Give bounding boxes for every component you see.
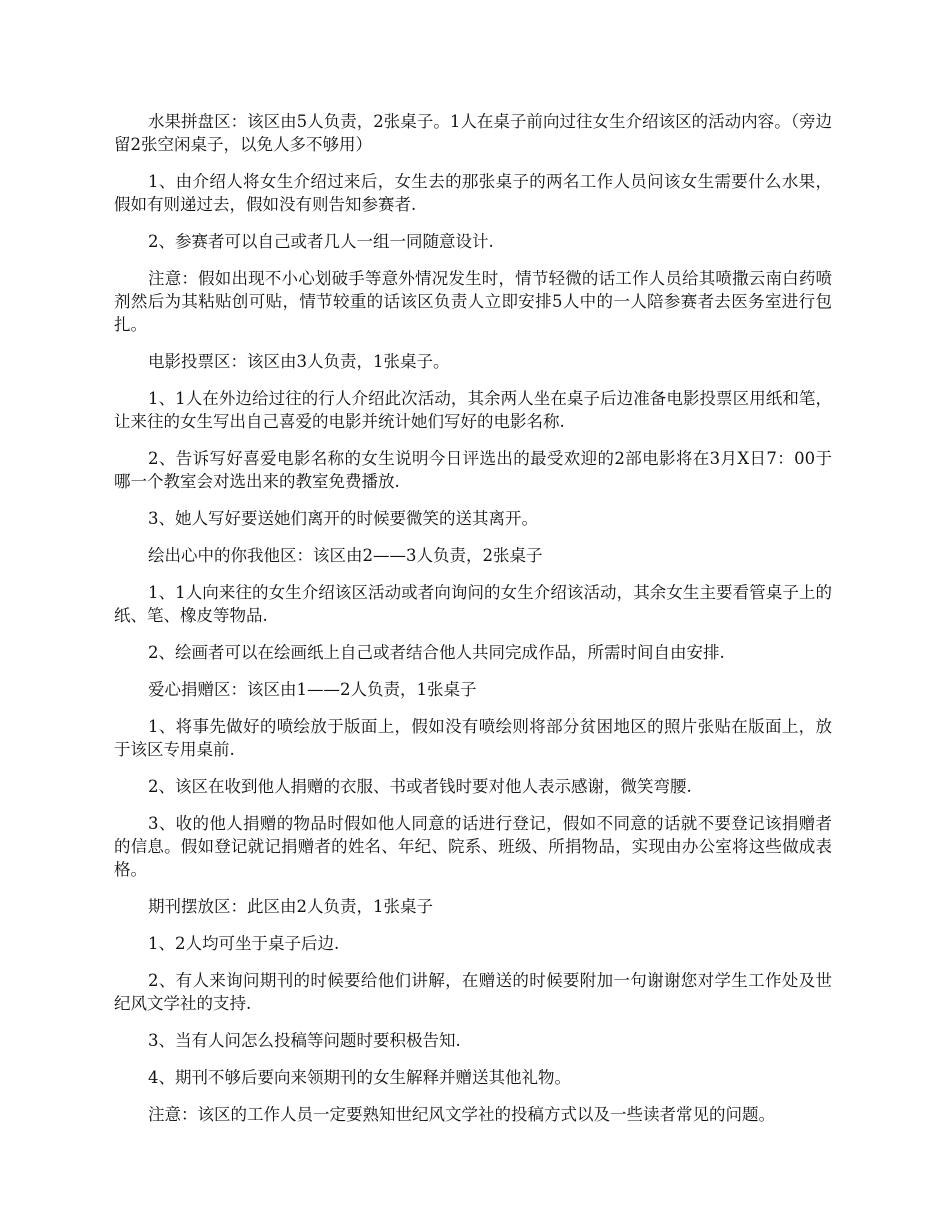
paragraph-journal-step-2: 2、有人来询问期刊的时候要给他们讲解，在赠送的时候要附加一句谢谢您对学生工作处及世纪风文学社的支持. — [114, 971, 832, 1013]
paragraph-donation-step-1: 1、将事先做好的喷绘放于版面上，假如没有喷绘则将部分贫困地区的照片张贴在版面上，放于该区专用桌前. — [114, 717, 832, 759]
paragraph-journal-note: 注意：该区的工作人员一定要熟知世纪风文学社的投稿方式以及一些读者常见的问题。 — [148, 1105, 775, 1124]
paragraph-journal-zone: 期刊摆放区：此区由2人负责，1张桌子 — [148, 897, 433, 916]
paragraph-fruit-step-2: 2、参赛者可以自己或者几人一组一同随意设计. — [148, 232, 494, 251]
paragraph-movie-step-2: 2、告诉写好喜爱电影名称的女生说明今日评选出的最受欢迎的2部电影将在3月X日7：00于哪一个教室会对选出来的教室免费播放. — [114, 449, 832, 491]
paragraph-fruit-step-1: 1、由介绍人将女生介绍过来后，女生去的那张桌子的两名工作人员问该女生需要什么水果，假如有则递过去，假如没有则告知参赛者. — [114, 172, 832, 214]
paragraph-movie-vote-zone: 电影投票区：该区由3人负责，1张桌子。 — [148, 352, 450, 371]
paragraph-donation-step-3: 3、收的他人捐赠的物品时假如他人同意的话进行登记，假如不同意的话就不要登记该捐赠者的信息。假如登记就记捐赠者的姓名、年纪、院系、班级、所捐物品，实现由办公室将这些做成表格。 — [114, 814, 832, 879]
paragraph-drawing-step-2: 2、绘画者可以在绘画纸上自己或者结合他人共同完成作品，所需时间自由安排. — [148, 643, 725, 662]
paragraph-fruit-platter-zone: 水果拼盘区：该区由5人负责，2张桌子。1人在桌子前向过往女生介绍该区的活动内容。（旁边留2张空闲桌子，以免人多不够用） — [114, 112, 832, 154]
paragraph-movie-step-1: 1、1人在外边给过往的行人介绍此次活动，其余两人坐在桌子后边准备电影投票区用纸和笔，让来往的女生写出自己喜爱的电影并统计她们写好的电影名称. — [114, 389, 832, 431]
paragraph-journal-step-4: 4、期刊不够后要向来领期刊的女生解释并赠送其他礼物。 — [148, 1068, 571, 1087]
paragraph-journal-step-3: 3、当有人问怎么投稿等问题时要积极告知. — [148, 1031, 461, 1050]
paragraph-donation-step-2: 2、该区在收到他人捐赠的衣服、书或者钱时要对他人表示感谢，微笑弯腰. — [148, 777, 692, 796]
paragraph-donation-zone: 爱心捐赠区：该区由1——2人负责，1张桌子 — [148, 680, 477, 699]
document-page — [114, 110, 832, 1140]
paragraph-journal-step-1: 1、2人均可坐于桌子后边. — [148, 934, 340, 953]
paragraph-drawing-zone: 绘出心中的你我他区：该区由2——3人负责，2张桌子 — [148, 546, 543, 565]
paragraph-fruit-note: 注意：假如出现不小心划破手等意外情况发生时，情节轻微的话工作人员给其喷撒云南白药喷剂然后为其粘贴创可贴，情节较重的话该区负责人立即安排5人中的一人陪参赛者去医务室进行包扎。 — [114, 269, 832, 334]
paragraph-movie-step-3: 3、她人写好要送她们离开的时候要微笑的送其离开。 — [148, 509, 538, 528]
paragraph-drawing-step-1: 1、1人向来往的女生介绍该区活动或者向询问的女生介绍该活动，其余女生主要看管桌子上的纸、笔、橡皮等物品. — [114, 583, 832, 625]
